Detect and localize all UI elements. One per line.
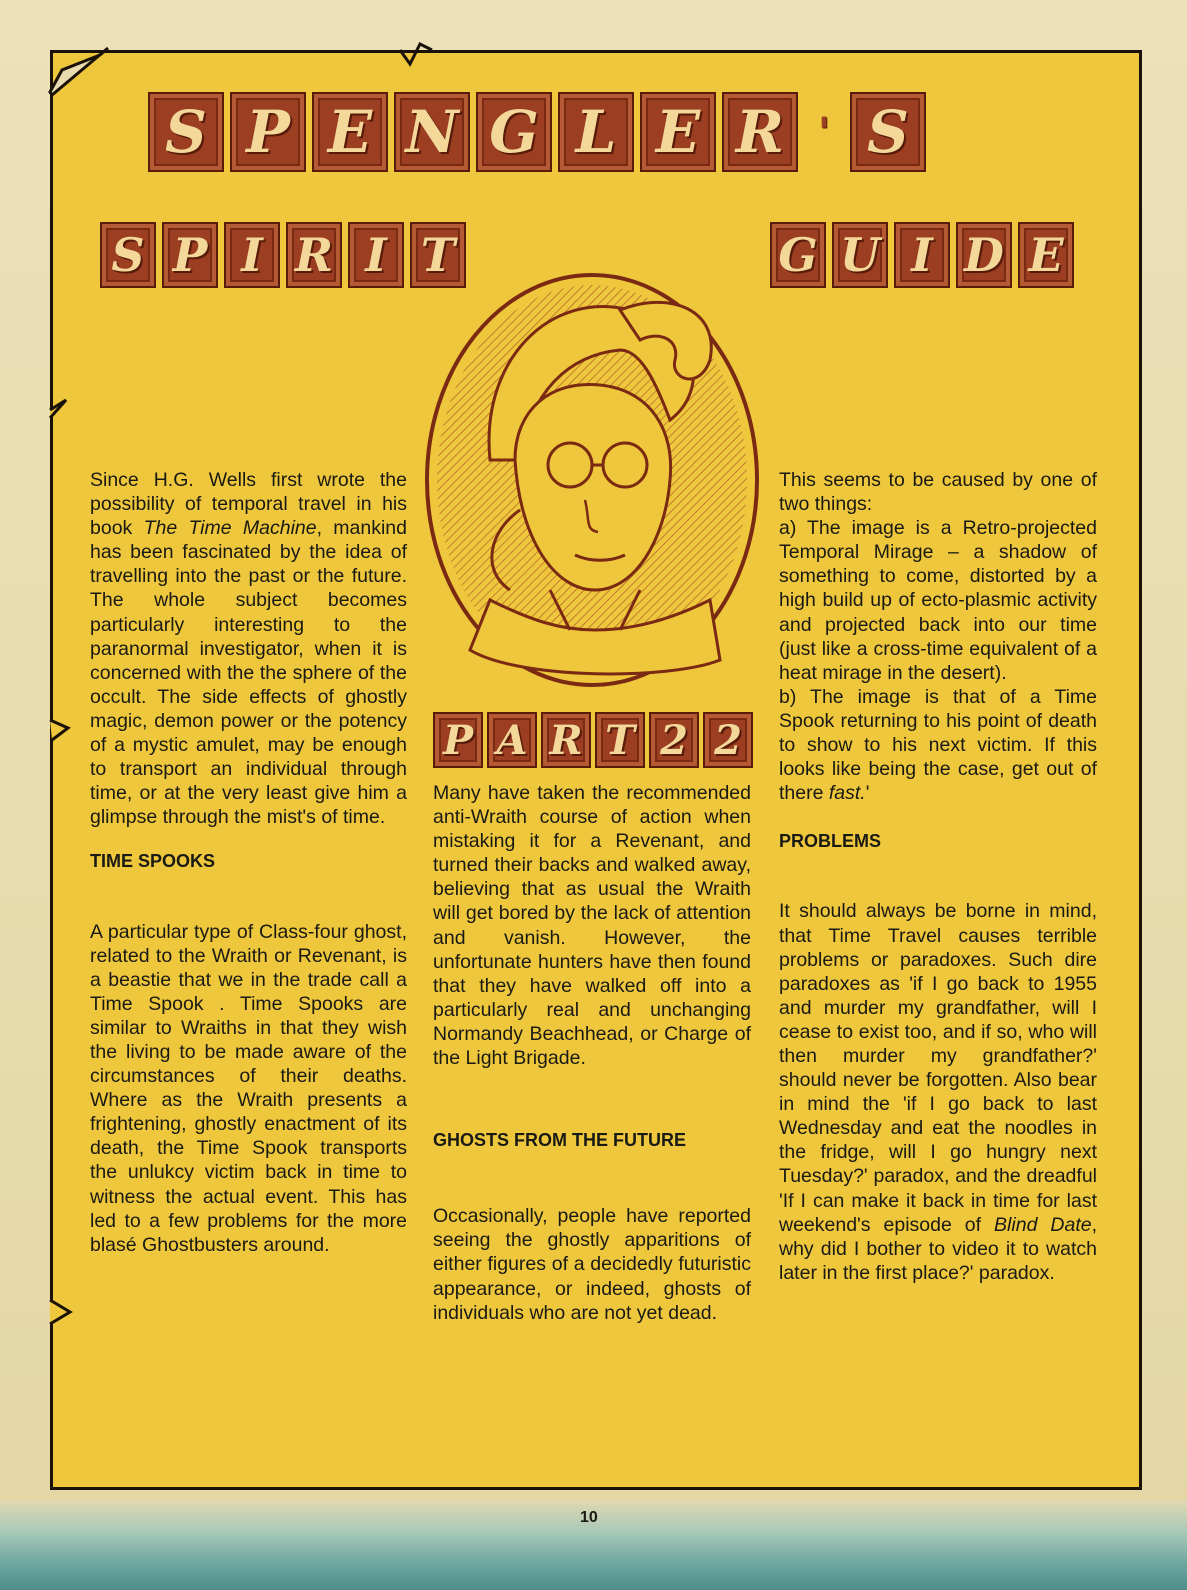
column-left <box>90 468 407 1257</box>
title-letter: U <box>832 222 888 288</box>
intro-paragraph: Since H.G. Wells first wrote the possibility of temporal travel in his book The Time Machine, mankind has been fascinated by the idea of travelling into the past or the future. The whole subject becomes particularly interesting to the paranormal investigator, when it is concerned with the the sphere of the occult. The side effects of ghostly magic, demon power or the potency of a mystic amulet, may be enough to transport an individual through time, or at the very least give him a glimpse through the mist's of time. <box>90 469 407 829</box>
title-letter: R <box>541 712 591 768</box>
title-letter: R <box>286 222 342 288</box>
title-letter: I <box>348 222 404 288</box>
title-letter: S <box>100 222 156 288</box>
title-letter: D <box>956 222 1012 288</box>
title-letter: T <box>410 222 466 288</box>
title-letter: P <box>433 712 483 768</box>
spengler-portrait-icon <box>420 270 765 690</box>
show-title: Blind Date <box>994 1213 1092 1236</box>
title-spirit <box>100 222 466 288</box>
title-apostrophe: ' <box>817 108 831 156</box>
time-spooks-paragraph: A particular type of Class-four ghost, related to the Wraith or Revenant, is a beastie that we in the trade call a Time Spook . Time Spooks are similar to Wraiths in that they wish the living to be made aware of the circumstances of their deaths. Where as the Wraith presents a frightening, ghostly enactment of its death, the Time Spook transports the unlukcy victim back in time to witness the actual event. This has led to a few problems for the more blasé Ghostbusters around. <box>90 920 407 1256</box>
cause-b: b) The image is that of a Time Spook returning to his point of death to show to his next victim. If this looks like being the case, get out of there fast.' <box>779 685 1097 805</box>
title-letter: A <box>487 712 537 768</box>
emphasis-fast: fast. <box>828 782 866 805</box>
title-letter: P <box>230 92 306 172</box>
title-letter: R <box>722 92 798 172</box>
title-letter: E <box>1018 222 1074 288</box>
title-letter: S <box>148 92 224 172</box>
title-letter: 2 <box>703 712 753 768</box>
heading-ghosts-from-the-future: GHOSTS FROM THE FUTURE <box>433 1130 686 1151</box>
title-letter: T <box>595 712 645 768</box>
title-letter: L <box>558 92 634 172</box>
book-title: The Time Machine <box>143 517 317 540</box>
title-letter: N <box>394 92 470 172</box>
heading-time-spooks: TIME SPOOKS <box>90 851 216 872</box>
title-guide <box>770 222 1074 288</box>
title-letter: G <box>476 92 552 172</box>
heading-problems: PROBLEMS <box>779 831 882 852</box>
future-ghosts-paragraph: Occasionally, people have reported seeing the ghostly apparitions of either figures of a decidedly futuristic appearance, or indeed, ghosts of individuals who are not yet dead. <box>433 1205 751 1324</box>
title-letter: I <box>894 222 950 288</box>
cause-a: a) The image is a Retro-projected Temporal Mirage – a shadow of something to come, distorted by a high build up of ecto-plasmic activity and projected back into our time (just like a cross-time equivalent of a heat mirage in the desert). <box>779 517 1097 684</box>
title-letter: 2 <box>649 712 699 768</box>
causes-intro: This seems to be caused by one of two things: <box>779 469 1097 516</box>
page-number: 10 <box>580 1509 598 1526</box>
column-right <box>779 468 1097 1285</box>
title-letter: G <box>770 222 826 288</box>
title-spenglers <box>148 92 926 172</box>
title-letter: P <box>162 222 218 288</box>
problems-paragraph: It should always be borne in mind, that Time Travel causes terrible problems or paradoxes. Such dire paradoxes as 'if I go back to 1955 and murder my grandfather, will I cease to exist too, and if so, who will then murder my grandfather?' should never be forgotten. Also bear in mind the 'if I go back to last Wednesday and eat the noodles in the fridge, will I go hungry next Tuesday?' paradox, and the dreadful 'If I can make it back in time for last weekend's episode of Blind Date, why did I bother to video it to watch later in the first place?' paradox. <box>779 900 1097 1284</box>
title-part-22 <box>433 712 753 768</box>
title-letter: E <box>640 92 716 172</box>
wraith-paragraph: Many have taken the recommended anti-Wraith course of action when mistaking it for a Revenant, and turned their backs and walked away, believing that as usual the Wraith will get bored by the lack of attention and vanish. However, the unfortunate hunters have then found that they have walked off into a particularly real and unchanging Normandy Beachhead, or Charge of the Light Brigade. <box>433 782 751 1070</box>
title-letter: E <box>312 92 388 172</box>
title-letter: S <box>850 92 926 172</box>
column-middle <box>433 781 751 1325</box>
title-letter: I <box>224 222 280 288</box>
